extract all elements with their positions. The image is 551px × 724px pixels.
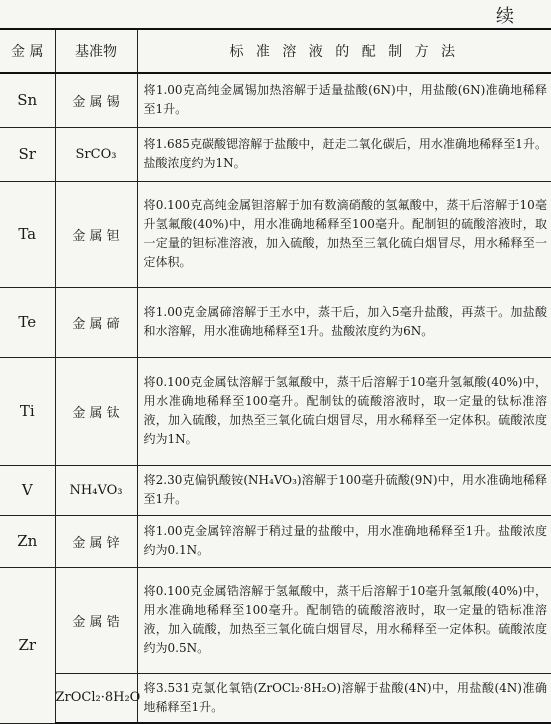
- standard-solution-table: [0, 28, 551, 724]
- continued-label: 续: [496, 6, 515, 27]
- standard-cell: 金 属 钛: [55, 357, 137, 465]
- standard-cell: 金 属 锌: [55, 515, 137, 567]
- table-row: [0, 73, 551, 127]
- metal-cell: Ta: [0, 181, 55, 287]
- standard-cell: 金 属 钽: [55, 181, 137, 287]
- method-cell: 将3.531克氯化氧锆(ZrOCl₂·8H₂O)溶解于盐酸(4N)中，用盐酸(4N)准确地稀释至1升。: [137, 673, 551, 723]
- standard-cell: ZrOCl₂·8H₂O: [55, 673, 137, 723]
- table-row: [0, 127, 551, 181]
- header-metal: 金 属: [0, 29, 55, 73]
- table-row: [0, 567, 551, 673]
- metal-cell: Sr: [0, 127, 55, 181]
- method-cell: 将1.685克碳酸锶溶解于盐酸中，赶走二氧化碳后，用水准确地稀释至1升。盐酸浓度约为1N。: [137, 127, 551, 181]
- metal-cell: Ti: [0, 357, 55, 465]
- metal-cell: V: [0, 465, 55, 515]
- table-row: [0, 287, 551, 357]
- metal-cell: Zn: [0, 515, 55, 567]
- standard-cell: NH₄VO₃: [55, 465, 137, 515]
- table-row: [0, 515, 551, 567]
- method-cell: 将0.100克金属钛溶解于氢氟酸中，蒸干后溶解于10毫升氢氟酸(40%)中，用水准确地稀释至100毫升。配制钛的硫酸溶液时，取一定量的钛标准溶液，加入硫酸，加热至三氧化硫白烟冒尽，用水稀释至一定体积。硫酸浓度约为1N。: [137, 357, 551, 465]
- method-cell: 将1.00克金属锌溶解于稍过量的盐酸中，用水准确地稀释至1升。盐酸浓度约为0.1N。: [137, 515, 551, 567]
- header-method: 标 准 溶 液 的 配 制 方 法: [137, 29, 551, 73]
- table-row: [0, 357, 551, 465]
- metal-cell: Zr: [0, 567, 55, 723]
- method-cell: 将0.100克金属锆溶解于氢氟酸中，蒸干后溶解于10毫升氢氟酸(40%)中，用水准确地稀释至100毫升。配制锆的硫酸溶液时，取一定量的锆标准溶液，加入硫酸，加热至三氧化硫白烟冒尽，用水稀释至一定体积。硫酸浓度约为0.5N。: [137, 567, 551, 673]
- table-row: [0, 181, 551, 287]
- method-cell: 将0.100克高纯金属钽溶解于加有数滴硝酸的氢氟酸中，蒸干后溶解于10毫升氢氟酸(40%)中，用水准确地稀释至100毫升。配制钽的硫酸溶液时，取一定量的钽标准溶液，加入硫酸，加热至三氧化硫白烟冒尽，用水稀释至一定体积。: [137, 181, 551, 287]
- method-cell: 将1.00克高纯金属锡加热溶解于适量盐酸(6N)中，用盐酸(6N)准确地稀释至1升。: [137, 73, 551, 127]
- method-cell: 将1.00克金属碲溶解于王水中，蒸干后，加入5毫升盐酸，再蒸干。加盐酸和水溶解，用水准确地稀释至1升。盐酸浓度约为6N。: [137, 287, 551, 357]
- method-cell: 将2.30克偏钒酸铵(NH₄VO₃)溶解于100毫升硫酸(9N)中，用水准确地稀释至1升。: [137, 465, 551, 515]
- table-row: [0, 673, 551, 723]
- standard-cell: 金 属 碲: [55, 287, 137, 357]
- metal-cell: Te: [0, 287, 55, 357]
- standard-cell: 金 属 锆: [55, 567, 137, 673]
- standard-cell: 金 属 锡: [55, 73, 137, 127]
- header-standard: 基准物: [55, 29, 137, 73]
- metal-cell: Sn: [0, 73, 55, 127]
- table-row: [0, 465, 551, 515]
- standard-cell: SrCO₃: [55, 127, 137, 181]
- table-header-row: [0, 29, 551, 73]
